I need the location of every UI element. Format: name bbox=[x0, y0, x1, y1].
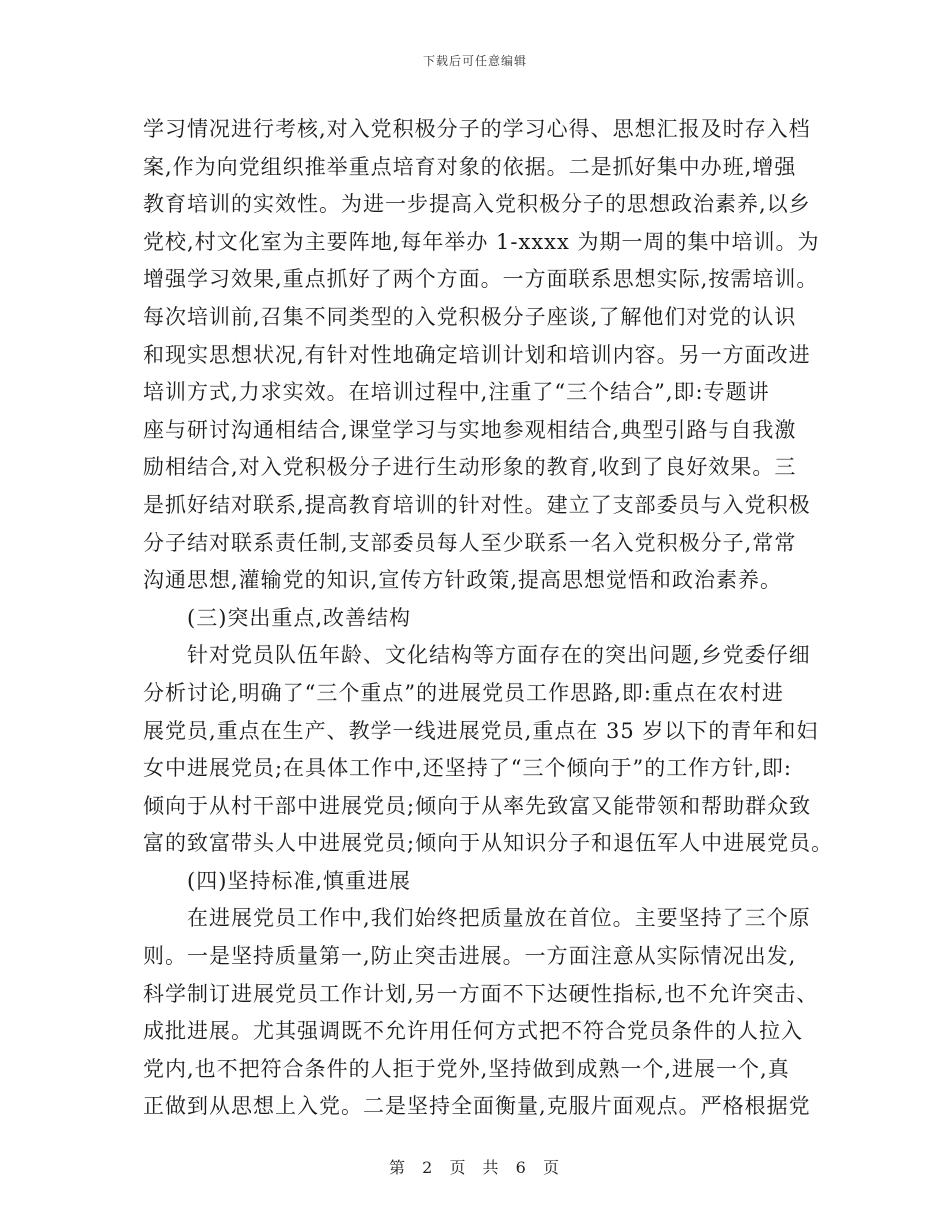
body-line: 和现实思想状况,有针对性地确定培训计划和培训内容。另一方面改进 bbox=[143, 342, 811, 367]
body-line: 案,作为向党组织推举重点培育对象的依据。二是抓好集中办班,增强 bbox=[143, 154, 797, 179]
body-line: 成批进展。尤其强调既不允许用任何方式把不符合党员条件的人拉入 bbox=[143, 1019, 803, 1044]
body-line: 沟通思想,灌输党的知识,宣传方针政策,提高思想觉悟和政治素养。 bbox=[143, 568, 783, 593]
body-line: 党内,也不把符合条件的人拒于党外,坚持做到成熟一个,进展一个,真 bbox=[143, 1056, 790, 1081]
body-line: 正做到从思想上入党。二是坚持全面衡量,克服片面观点。严格根据党 bbox=[143, 1094, 811, 1119]
page-header: 下载后可任意编辑 bbox=[422, 54, 527, 68]
paragraph-first-line: 针对党员队伍年龄、文化结构等方面存在的突出问题,乡党委仔细 bbox=[187, 643, 811, 668]
body-line: 学习情况进行考核,对入党积极分子的学习心得、思想汇报及时存入档 bbox=[143, 117, 811, 141]
current-page-number: 2 bbox=[422, 1158, 435, 1177]
body-line: 则。一是坚持质量第一,防止突击进展。一方面注意从实际情况出发, bbox=[143, 944, 797, 969]
footer-page-word: 页 bbox=[449, 1158, 468, 1177]
body-line: 是抓好结对联系,提高教育培训的针对性。建立了支部委员与入党积极 bbox=[143, 492, 811, 517]
section-heading: (四)坚持标准,慎重进展 bbox=[187, 868, 412, 893]
body-line: 教育培训的实效性。为进一步提高入党积极分子的思想政治素养,以乡 bbox=[143, 192, 811, 217]
footer-suffix: 页 bbox=[542, 1158, 561, 1177]
body-line: 每次培训前,召集不同类型的入党积极分子座谈,了解他们对党的认识 bbox=[143, 304, 797, 329]
footer-prefix: 第 bbox=[389, 1158, 408, 1177]
body-line: 富的致富带头人中进展党员;倾向于从知识分子和退伍军人中进展党员。 bbox=[143, 831, 834, 856]
body-line: 党校,村文化室为主要阵地,每年举办 1-xxxx 为期一周的集中培训。为 bbox=[143, 229, 820, 254]
body-line: 座与研讨沟通相结合,课堂学习与实地参观相结合,典型引路与自我激 bbox=[143, 417, 797, 442]
document-body bbox=[143, 111, 834, 1126]
body-line: 分析讨论,明确了“三个重点”的进展党员工作思路,即:重点在农村进 bbox=[143, 680, 784, 705]
page-footer bbox=[0, 1155, 950, 1178]
section-heading: (三)突出重点,改善结构 bbox=[187, 605, 412, 630]
total-page-count: 6 bbox=[515, 1158, 528, 1177]
body-line: 倾向于从村干部中进展党员;倾向于从率先致富又能带领和帮助群众致 bbox=[143, 793, 812, 818]
body-line: 展党员,重点在生产、教学一线进展党员,重点在 35 岁以下的青年和妇 bbox=[143, 718, 819, 743]
body-line: 科学制订进展党员工作计划,另一方面不下达硬性指标,也不允许突击、 bbox=[143, 981, 819, 1006]
body-line: 增强学习效果,重点抓好了两个方面。一方面联系思想实际,按需培训。 bbox=[143, 267, 819, 292]
body-line: 培训方式,力求实效。在培训过程中,注重了“三个结合”,即:专题讲 bbox=[143, 380, 770, 405]
body-line: 励相结合,对入党积极分子进行生动形象的教育,收到了良好效果。三 bbox=[143, 455, 797, 480]
paragraph-first-line: 在进展党员工作中,我们始终把质量放在首位。主要坚持了三个原 bbox=[187, 906, 811, 931]
footer-total-word: 共 bbox=[482, 1158, 501, 1177]
body-line: 女中进展党员;在具体工作中,还坚持了“三个倾向于”的工作方针,即: bbox=[143, 756, 792, 781]
body-line: 分子结对联系责任制,支部委员每人至少联系一名入党积极分子,常常 bbox=[143, 530, 797, 555]
